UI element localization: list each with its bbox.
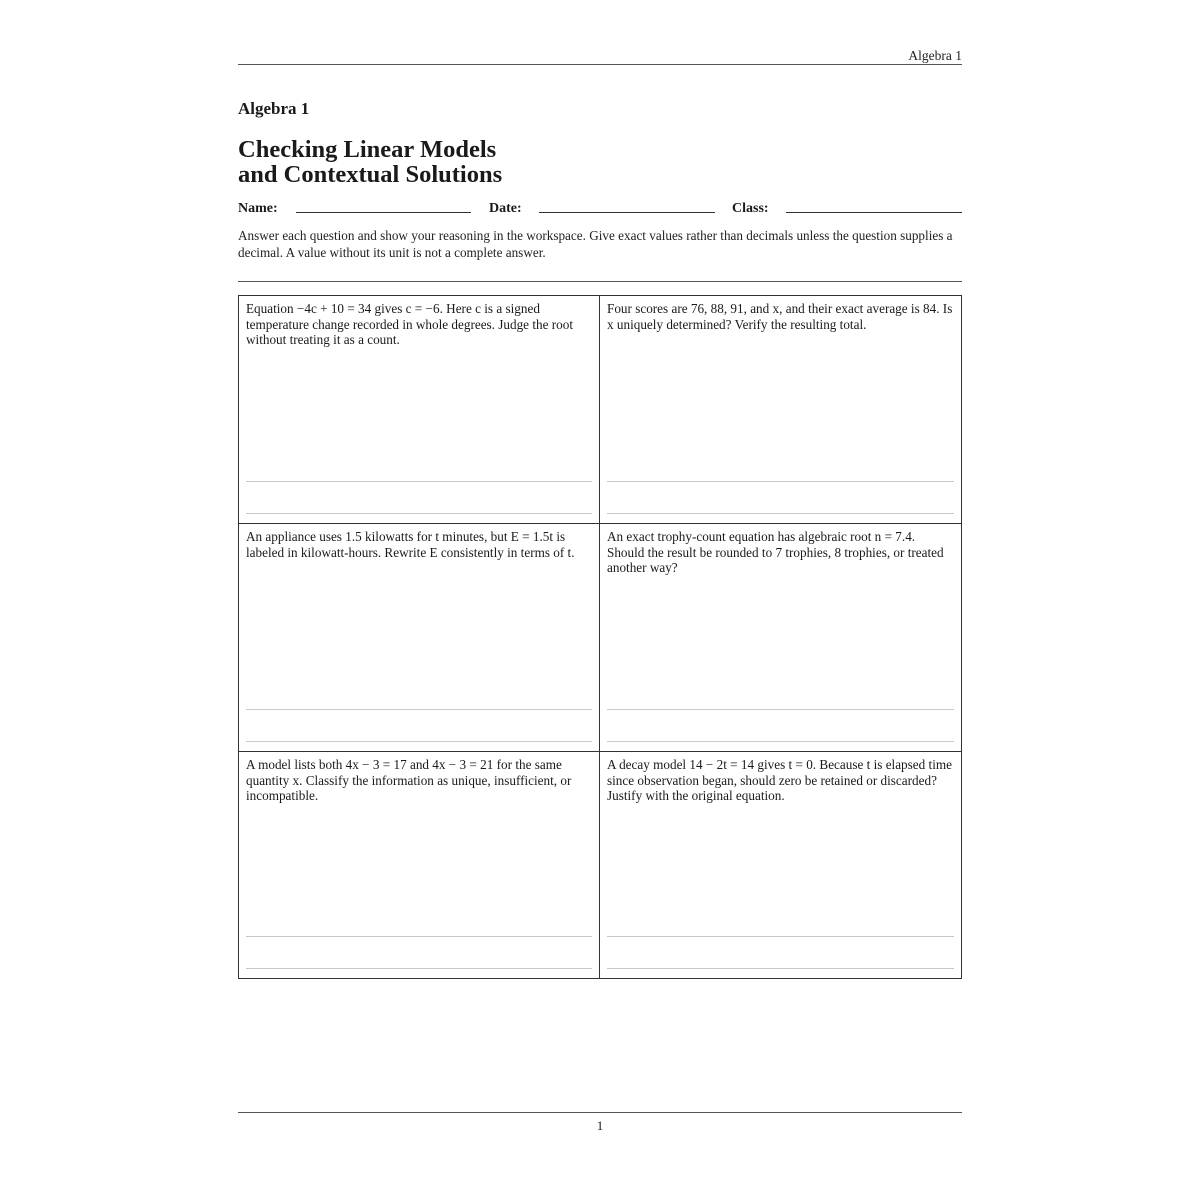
date-label: Date: <box>489 201 522 216</box>
question-text: Equation −4c + 10 = 34 gives c = −6. Here c is a signed temperature change recorded in whole degrees. Judge the root without treating it as a count. <box>246 301 573 347</box>
worksheet-page <box>238 0 962 1200</box>
question-cell-1[interactable] <box>239 296 600 524</box>
question-text: Four scores are 76, 88, 91, and x, and their exact average is 84. Is x uniquely determined? Verify the resulting total. <box>607 301 953 332</box>
section-divider <box>238 281 962 282</box>
answer-line <box>607 968 954 969</box>
answer-line <box>607 709 954 710</box>
question-text: A decay model 14 − 2t = 14 gives t = 0. Because t is elapsed time since observation began, should zero be retained or discarded? Justify with the original equation. <box>607 757 952 803</box>
question-cell-4[interactable] <box>600 524 961 752</box>
answer-line <box>246 481 592 482</box>
answer-line <box>246 936 592 937</box>
class-field[interactable] <box>786 212 962 213</box>
question-cell-6[interactable] <box>600 752 961 978</box>
answer-line <box>246 709 592 710</box>
answer-line <box>246 741 592 742</box>
name-field[interactable] <box>296 212 471 213</box>
question-grid <box>238 295 962 979</box>
answer-line <box>607 481 954 482</box>
running-head: Algebra 1 <box>908 48 962 63</box>
worksheet-title <box>238 137 502 187</box>
answer-line <box>246 513 592 514</box>
student-info-fields <box>238 201 962 221</box>
question-cell-2[interactable] <box>600 296 961 524</box>
class-label: Class: <box>732 201 769 216</box>
page-number: 1 <box>596 1118 604 1133</box>
course-name: Algebra 1 <box>238 99 310 118</box>
header-rule <box>238 64 962 65</box>
footer-rule <box>238 1112 962 1113</box>
title-line-2: and Contextual Solutions <box>238 161 503 188</box>
instructions: Answer each question and show your reasoning in the workspace. Give exact values rather than decimals unless the question supplies a decimal. A value without its unit is not a complete answer. <box>238 228 953 260</box>
question-text: An exact trophy-count equation has algebraic root n = 7.4. Should the result be rounded to 7 trophies, 8 trophies, or treated another way? <box>607 529 944 575</box>
question-cell-3[interactable] <box>239 524 600 752</box>
answer-line <box>607 936 954 937</box>
title-line-1: Checking Linear Models <box>238 136 497 163</box>
answer-line <box>607 513 954 514</box>
question-cell-5[interactable] <box>239 752 600 978</box>
answer-line <box>246 968 592 969</box>
answer-line <box>607 741 954 742</box>
question-text: A model lists both 4x − 3 = 17 and 4x − 3 = 21 for the same quantity x. Classify the information as unique, insufficient, or incompatible. <box>246 757 572 803</box>
date-field[interactable] <box>539 212 715 213</box>
question-text: An appliance uses 1.5 kilowatts for t minutes, but E = 1.5t is labeled in kilowatt-hours. Rewrite E consistently in terms of t. <box>246 529 575 560</box>
name-label: Name: <box>238 201 278 216</box>
